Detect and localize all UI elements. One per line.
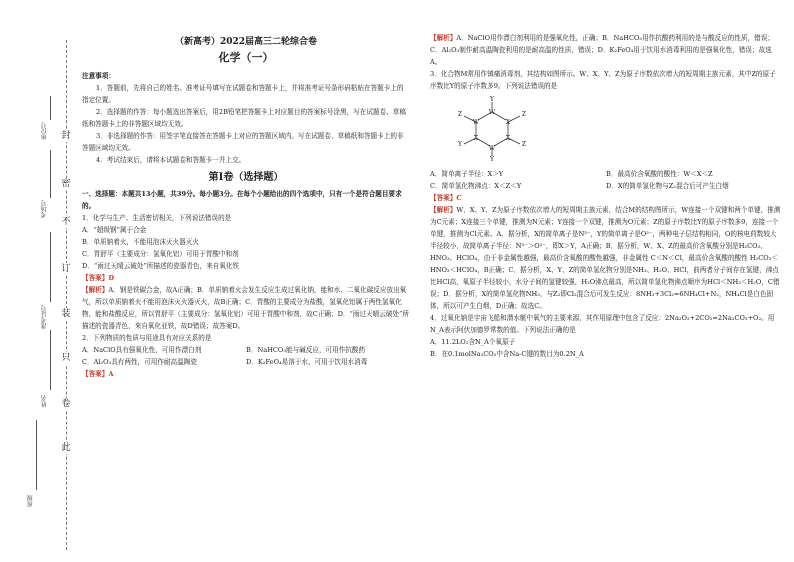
atom-label: Y	[490, 96, 494, 103]
atom-label: Z	[521, 111, 527, 118]
atom-label: Y	[458, 141, 462, 148]
seal-char: 只	[61, 353, 71, 363]
q2-stem: 2．下列物质的性质与用途具有对应关系的是	[82, 334, 212, 342]
exam-title: （新高考）2022届高三二轮综合卷	[174, 37, 318, 47]
q2-option: D．K₂FeO₄易溶于水，可用于饮用水消毒	[246, 358, 368, 366]
section-intro: 一、选择题：本题共13小题，共39分。每小题3分。在每个小题给出的四个选项中，只有一个是符合题目要求的。	[82, 190, 402, 210]
notice-item: 4．考试结束后，请将本试题卷和答题卡一并上交。	[96, 156, 246, 164]
seal-char: 密	[61, 179, 71, 189]
q4-option: A．11.2LO₂含N_A个氧原子	[430, 338, 516, 346]
q1-stem: 1．化学与生产、生活密切相关，下列说法错误的是	[82, 214, 232, 222]
seal-char: 卷	[61, 399, 71, 409]
q1-analysis-tag: 【解析】	[82, 286, 109, 294]
fill-line[interactable]	[50, 96, 51, 120]
exam-subtitle: 化学（一）	[218, 51, 274, 64]
notice-item: 2．选择题的作答：每小题选出答案后，用2B铅笔把答题卡上对应题目的答案标号涂黑，写在试题卷、草稿纸和答题卡上的非答题区域均无效。	[82, 108, 406, 128]
atom-label: Z	[457, 111, 463, 118]
atom-label: W	[472, 119, 480, 126]
q1-option: A．“超级钢”属于合金	[82, 226, 147, 234]
q3-option: B．最高价含氧酸的酸性：W＜X＜Z	[606, 170, 713, 178]
q3-option: D．X的简单氢化物与Z₂混合后可产生白烟	[606, 182, 729, 190]
q1-analysis: A．钢是铁碳合金，故A正确；B．单质钠着火会发生反应生成过氧化钠，能和水、二氧化碳反应放出氧气，所以单质钠着火不能用泡沫灭火器灭火，故B正确；C．胃酸的主要成分为盐酸，氢氧化铝属于两性氢氧化物，能和盐酸反应，所以胃舒平（主要成分：氢氧化铝）可用于胃酸中和剂，故C正确；D．“雨过天晴云破处”所描述的瓷器青色，来自氧化亚铁，故D错误；故答案D。	[82, 286, 409, 330]
q1-option: B．单质钠着火，不能用泡沫灭火器灭火	[82, 238, 199, 246]
notice-heading: 注意事项：	[82, 72, 115, 80]
atom-label: X	[505, 135, 511, 142]
q2-option: A．NaClO具有强氧化性，可用作漂白剂	[82, 346, 202, 354]
atom-label: W	[488, 109, 496, 116]
q3-stem: 3．化合物M常用作镇痛消毒剂，其结构如图所示。W、X、Y、Z为原子序数依次增大的短周期主族元素，其中Z的原子序数比Y的原子序数多9。下列说法错误的是	[430, 70, 776, 90]
fill-line[interactable]	[50, 330, 51, 390]
atom-label: W	[488, 145, 496, 152]
exam-number-label: 准考证号	[41, 305, 48, 329]
binding-margin	[0, 0, 80, 562]
seal-char: 不	[61, 217, 71, 227]
q2-analysis: A．NaClO用作漂白剂利用的是强氧化性，正确；B．NaHCO₃用作抗酸药利用的是与酸反应的性质，错误；C．Al₂O₃制作耐高温陶瓷利用的是耐高温的性质，错误；D．K₂FeO₄用于饮用水消毒利用的是强氧化性，错误；故选A。	[430, 34, 774, 66]
seal-char: 此	[61, 443, 71, 453]
seat-number-label: 座位号	[41, 122, 48, 140]
seal-dashed-line	[66, 40, 67, 550]
seal-char: 订	[61, 264, 71, 274]
notice-item: 3．非选择题的作答：用签字笔直接答在答题卡上对应的答题区域内。写在试题卷、草稿纸和答题卡上的非答题区域均无效。	[82, 132, 404, 152]
atom-label: X	[473, 135, 479, 142]
fill-line[interactable]	[50, 232, 51, 302]
fill-line[interactable]	[50, 150, 51, 198]
molecule-structure-diagram	[442, 94, 542, 162]
q4-option: B．在0.1molNa₂CO₃中含Na-C键的数目为0.2N_A	[430, 350, 584, 358]
q1-answer: 【答案】D	[82, 274, 115, 282]
q1-option: C．胃舒平（主要成分：氢氧化铝）可用于胃酸中和剂	[82, 250, 239, 258]
notice-item: 1．答题前，先将自己的姓名、准考证号填写在试题卷和答题卡上，并将准考证号条形码粘贴在答题卡上的指定位置。	[82, 84, 404, 104]
q2-option: B．NaHCO₃能与碱反应，可用作抗酸药	[246, 346, 366, 354]
seal-char: 装	[61, 309, 71, 319]
q2-option: C．Al₂O₃具有两性，可用作耐高温陶瓷	[82, 358, 197, 366]
q3-analysis-tag: 【解析】	[430, 206, 457, 214]
class-label: 班级	[27, 495, 34, 507]
atom-label: Z	[521, 141, 527, 148]
q2-analysis-tag: 【解析】	[430, 34, 457, 42]
name-label: 姓名	[41, 395, 48, 407]
q4-stem: 4．过氧化钠是宇宙飞船和潜水艇中氧气的主要来源，其作用原理中包含了反应：2Na₂O₂+2CO₂=2Na₂CO₃+O₂。用N_A表示阿伏加德罗常数的值。下列说法正确的是	[430, 314, 775, 334]
room-number-label: 考场号	[41, 200, 48, 218]
left-column	[82, 30, 410, 380]
section-title: 第Ⅰ卷（选择题）	[208, 172, 284, 183]
atom-label: X	[505, 119, 511, 126]
q3-option: C．简单氢化物沸点：X＜Z＜Y	[430, 182, 522, 190]
q2-answer: 【答案】A	[82, 370, 114, 378]
fill-line[interactable]	[36, 420, 37, 490]
atom-label: Y	[490, 156, 494, 162]
q3-analysis: W、X、Y、Z为原子序数依次增大的短周期主族元素，结合M的结构图所示，W连接一个双键和两个单键，推测为C元素；X连接三个单键，推测为N元素；Y连接一个双键，推测为O元素；Z的原子序数比Y的原子序数多9，连接一个单键，推测为Cl元素。A．据分析，X的简单离子是N³⁻，Y的简单离子是O²⁻，两种电子层结构相同，O的核电荷数较大半径较小，故简单离子半径：N³⁻＞O²⁻，即X＞Y，A正确；B．据分析，W、X、Z的最高价含氧酸分别是H₂CO₃、HNO₃、HClO₄，由于非金属性越强，最高价含氧酸的酸性越强，非金属性 C＜N＜Cl，最高价含氧酸的酸性 H₂CO₃＜HNO₃＜HClO₄，B正确；C．据分析，X、Y、Z的简单氢化物分别是NH₃、H₂O、HCl，前两者分子间存在氢键，沸点比HCl高，氧原子半径较小，水分子间的氢键较强，H₂O沸点最高，所以简单氢化物沸点顺序为HCl＜NH₃＜H₂O，C错误；D．据分析，X的简单氢化物NH₃，与Z₂即Cl₂混合后可发生反应：8NH₃+3Cl₂=6NH₄Cl+N₂，NH₄Cl是白色固体，所以可产生白烟，D正确；故选C。	[430, 206, 781, 310]
q3-option: A．简单离子半径：X＞Y	[430, 170, 504, 178]
q1-option: D．“雨过天晴云破处”所描述的瓷器青色，来自氧化铁	[82, 262, 240, 270]
right-column	[430, 32, 782, 360]
seal-char: 封	[61, 131, 71, 141]
q3-answer: 【答案】C	[430, 194, 462, 202]
